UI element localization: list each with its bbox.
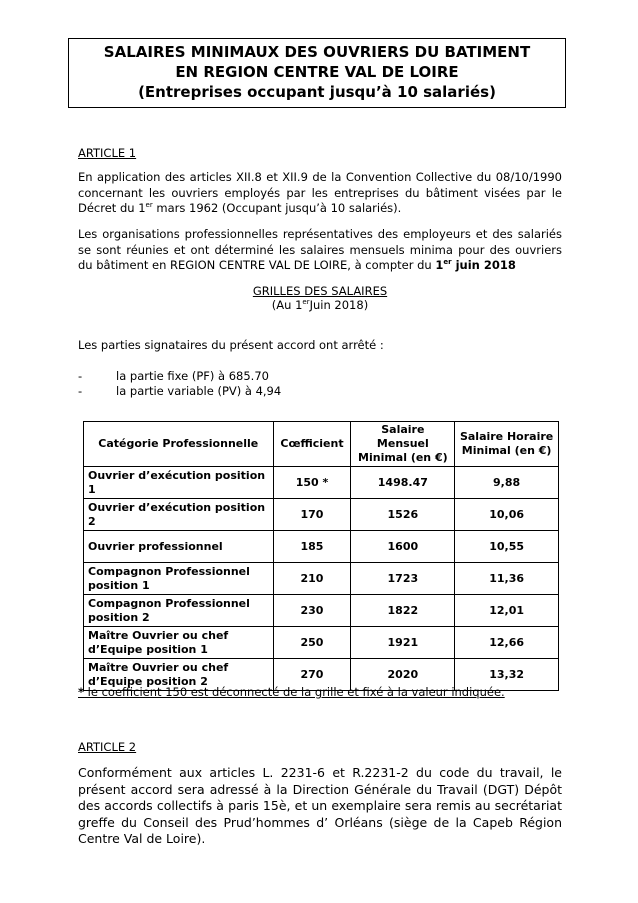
cell-coefficient: 210	[273, 563, 351, 595]
cell-mensuel: 1526	[351, 499, 455, 531]
coefficient-footnote	[78, 685, 505, 700]
list-text: la partie fixe (PF) à 685.70	[116, 369, 269, 383]
paragraph-1-text-a: En application des articles XII.8 et XII.9 de la Convention Collective du 08/10/1990 concernant les ouvriers employés par les entreprises du bâtiment visées par le Décret du 1	[78, 170, 562, 215]
cell-categorie: Compagnon Professionnel position 2	[84, 595, 274, 627]
article-1-paragraph-2	[78, 227, 562, 274]
salary-grid-table	[83, 421, 559, 691]
cell-horaire: 12,66	[455, 627, 559, 659]
signatories-intro: Les parties signataires du présent accord ont arrêté :	[78, 338, 384, 352]
grilles-subtitle	[78, 298, 562, 314]
table-header-row	[84, 422, 559, 467]
table-row	[84, 563, 559, 595]
cell-horaire: 9,88	[455, 467, 559, 499]
article-1-heading: ARTICLE 1	[78, 146, 137, 160]
cell-categorie: Maître Ouvrier ou chef d’Equipe position 1	[84, 627, 274, 659]
effective-date-a: 1	[435, 258, 444, 272]
paragraph-2-text: Les organisations professionnelles représentatives des employeurs et des salariés se sont réunies et ont déterminé les salaires mensuels minima pour des ouvriers du bâtiment en REGION CENTRE VAL DE LOIRE, à compter du	[78, 227, 562, 272]
effective-date-sup: er	[443, 258, 452, 267]
table-row	[84, 499, 559, 531]
header-salaire-mensuel: Salaire Mensuel Minimal (en €)	[351, 422, 455, 467]
list-dash: -	[78, 384, 83, 398]
cell-coefficient: 185	[273, 531, 351, 563]
grilles-title: GRILLES DES SALAIRES	[252, 284, 388, 298]
table-row	[84, 627, 559, 659]
cell-coefficient: 170	[273, 499, 351, 531]
cell-categorie: Maître Ouvrier ou chef d’Equipe position 2	[84, 659, 274, 691]
cell-categorie: Compagnon Professionnel position 1	[84, 563, 274, 595]
footnote-text: le coefficient 150 est déconnecté de la grille et fixé à la valeur indiquée.	[84, 685, 505, 699]
article-2-heading: ARTICLE 2	[78, 740, 137, 754]
cell-coefficient: 270	[273, 659, 351, 691]
cell-horaire: 11,36	[455, 563, 559, 595]
cell-horaire: 10,06	[455, 499, 559, 531]
list-item	[78, 384, 281, 399]
cell-mensuel: 2020	[351, 659, 455, 691]
paragraph-1-sup: er	[145, 201, 153, 210]
document-title-box	[68, 38, 566, 108]
grilles-sub-sup: er	[302, 298, 310, 307]
cell-coefficient: 230	[273, 595, 351, 627]
title-line-2: EN REGION CENTRE VAL DE LOIRE	[175, 63, 459, 81]
grilles-sub-b: Juin 2018)	[309, 298, 369, 312]
table-row	[84, 531, 559, 563]
cell-categorie: Ouvrier professionnel	[84, 531, 274, 563]
cell-mensuel: 1921	[351, 627, 455, 659]
header-categorie: Catégorie Professionnelle	[84, 422, 274, 467]
footnote-star: *	[78, 685, 85, 699]
cell-categorie: Ouvrier d’exécution position 1	[84, 467, 274, 499]
list-item	[78, 369, 269, 384]
title-line-1: SALAIRES MINIMAUX DES OUVRIERS DU BATIMENT	[103, 43, 531, 61]
article-2-paragraph: Conformément aux articles L. 2231-6 et R.2231-2 du code du travail, le présent accord sera adressé à la Direction Générale du Travail (DGT) Dépôt des accords collectifs à paris 15è, et un exemplaire sera remis au secrétariat greffe du Conseil des Prud’hommes d’ Orléans (siège de la Capeb Région Centre Val de Loire).	[78, 765, 562, 846]
cell-categorie: Ouvrier d’exécution position 2	[84, 499, 274, 531]
cell-mensuel: 1723	[351, 563, 455, 595]
article-1-paragraph-1	[78, 170, 562, 217]
cell-horaire: 13,32	[455, 659, 559, 691]
cell-coefficient: 250	[273, 627, 351, 659]
cell-mensuel: 1498.47	[351, 467, 455, 499]
cell-horaire: 12,01	[455, 595, 559, 627]
table-row	[84, 595, 559, 627]
cell-mensuel: 1822	[351, 595, 455, 627]
cell-coefficient: 150 *	[273, 467, 351, 499]
header-coefficient: Cœfficient	[273, 422, 351, 467]
title-line-3: (Entreprises occupant jusqu’à 10 salariés)	[138, 83, 496, 101]
cell-mensuel: 1600	[351, 531, 455, 563]
effective-date-b: juin 2018	[451, 258, 516, 272]
table-row	[84, 467, 559, 499]
grilles-sub-a: (Au 1	[271, 298, 303, 312]
cell-horaire: 10,55	[455, 531, 559, 563]
header-salaire-horaire: Salaire Horaire Minimal (en €)	[455, 422, 559, 467]
list-text: la partie variable (PV) à 4,94	[116, 384, 282, 398]
list-dash: -	[78, 369, 83, 383]
paragraph-1-text-b: mars 1962 (Occupant jusqu’à 10 salariés).	[152, 201, 402, 215]
